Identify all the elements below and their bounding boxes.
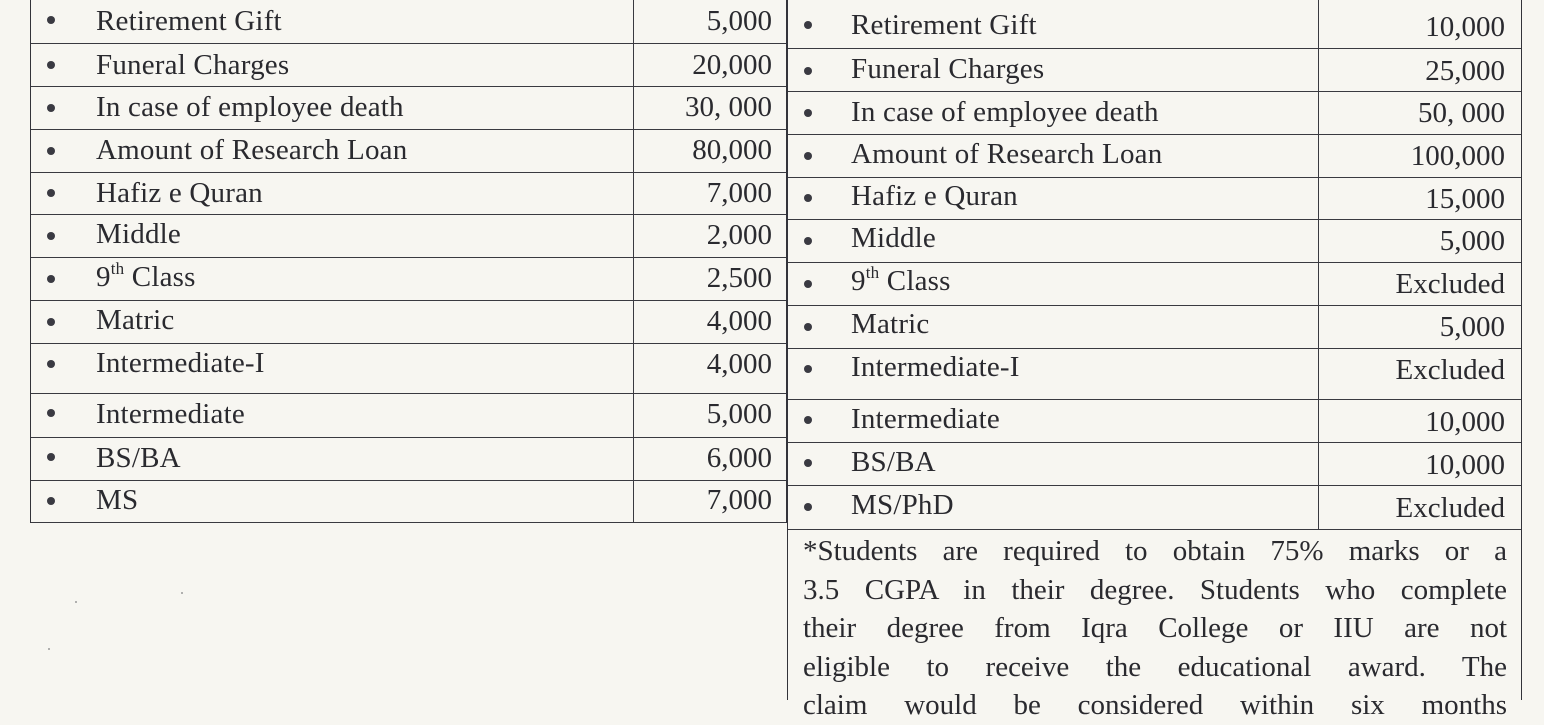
table-row	[788, 486, 1521, 530]
bullet-icon	[804, 152, 812, 160]
row-amount: 10,000	[1425, 11, 1505, 43]
row-label: Matric	[96, 304, 175, 336]
row-amount: 2,000	[706, 219, 772, 251]
bullet-icon	[804, 67, 812, 75]
bullet-icon	[47, 189, 55, 197]
row-amount: 5,000	[706, 398, 772, 430]
row-label: Amount of Research Loan	[96, 134, 408, 166]
bullet-icon	[47, 61, 55, 69]
table-row	[788, 400, 1521, 443]
row-label: Amount of Research Loan	[851, 138, 1163, 170]
table-row	[31, 173, 786, 215]
row-label: Matric	[851, 308, 930, 340]
row-label: BS/BA	[851, 446, 936, 478]
row-amount: 25,000	[1425, 55, 1505, 87]
row-label: Intermediate-I	[96, 347, 265, 379]
table-row	[788, 443, 1521, 486]
row-amount: 50, 000	[1418, 97, 1505, 129]
table-row	[31, 215, 786, 258]
table-row	[788, 263, 1521, 306]
bullet-icon	[47, 497, 55, 505]
scan-speck	[75, 601, 77, 603]
row-amount: 5,000	[706, 5, 772, 37]
table-row	[31, 344, 786, 394]
bullet-icon	[47, 360, 55, 368]
row-label: Hafiz e Quran	[96, 177, 263, 209]
row-amount: Excluded	[1395, 268, 1505, 300]
row-amount: 4,000	[706, 305, 772, 337]
bullet-icon	[804, 280, 812, 288]
row-amount: Excluded	[1395, 492, 1505, 524]
eligibility-note	[803, 532, 1507, 725]
row-label: In case of employee death	[851, 96, 1159, 128]
row-label: Retirement Gift	[851, 9, 1037, 41]
table-row	[788, 220, 1521, 263]
row-label: Middle	[96, 218, 181, 250]
table-row	[31, 481, 786, 523]
row-amount: 15,000	[1425, 183, 1505, 215]
bullet-icon	[804, 21, 812, 29]
table-row	[31, 438, 786, 481]
row-label: Funeral Charges	[96, 49, 290, 81]
bullet-icon	[804, 237, 812, 245]
row-amount: 6,000	[706, 442, 772, 474]
table-row	[788, 135, 1521, 178]
bullet-icon	[804, 323, 812, 331]
bullet-icon	[47, 275, 55, 283]
bullet-icon	[47, 453, 55, 461]
row-label: In case of employee death	[96, 91, 404, 123]
table-row	[31, 130, 786, 173]
table-row	[31, 44, 786, 87]
bullet-icon	[47, 232, 55, 240]
table-row	[788, 349, 1521, 400]
bullet-icon	[47, 147, 55, 155]
row-amount: 30, 000	[685, 91, 772, 123]
row-amount: 10,000	[1425, 449, 1505, 481]
bullet-icon	[47, 409, 55, 417]
row-amount: 7,000	[706, 177, 772, 209]
note-line: 3.5 CGPA in their degree. Students who complete	[803, 573, 1507, 606]
table-row	[788, 306, 1521, 349]
row-label: Funeral Charges	[851, 53, 1045, 85]
row-label: 9th Class	[96, 259, 196, 293]
note-line: eligible to receive the educational award. The	[803, 650, 1507, 683]
table-row	[31, 301, 786, 344]
bullet-icon	[804, 194, 812, 202]
bullet-icon	[47, 104, 55, 112]
note-line: *Students are required to obtain 75% marks or a	[803, 535, 1507, 567]
bullet-icon	[804, 365, 812, 373]
left-benefits-table	[30, 0, 787, 523]
table-row	[788, 0, 1521, 49]
row-amount: 5,000	[1439, 225, 1505, 257]
table-row	[788, 178, 1521, 220]
row-label: Hafiz e Quran	[851, 180, 1018, 212]
row-label: MS/PhD	[851, 489, 954, 521]
row-label: MS	[96, 484, 139, 516]
note-line: their degree from Iqra College or IIU are not	[803, 612, 1507, 644]
row-amount: 7,000	[706, 484, 772, 516]
bullet-icon	[47, 16, 55, 24]
table-row	[31, 394, 786, 438]
row-amount: 10,000	[1425, 406, 1505, 438]
bullet-icon	[804, 503, 812, 511]
row-amount: Excluded	[1395, 354, 1505, 386]
table-row	[31, 87, 786, 130]
row-amount: 20,000	[692, 49, 772, 81]
row-label: Intermediate	[851, 403, 1000, 435]
row-label: 9th Class	[851, 263, 951, 297]
scan-speck	[181, 592, 183, 594]
bullet-icon	[804, 109, 812, 117]
row-amount: 5,000	[1439, 311, 1505, 343]
row-label: Retirement Gift	[96, 5, 282, 37]
table-row	[788, 92, 1521, 135]
table-row	[788, 49, 1521, 92]
row-label: BS/BA	[96, 442, 181, 474]
bullet-icon	[804, 459, 812, 467]
row-amount: 4,000	[706, 348, 772, 380]
row-label: Intermediate	[96, 398, 245, 430]
note-line: claim would be considered within six months	[803, 689, 1507, 721]
scan-speck	[48, 648, 50, 650]
bullet-icon	[47, 318, 55, 326]
table-row	[31, 258, 786, 301]
row-amount: 80,000	[692, 134, 772, 166]
row-amount: 100,000	[1410, 140, 1505, 172]
row-label: Intermediate-I	[851, 351, 1020, 383]
row-amount: 2,500	[706, 262, 772, 294]
row-label: Middle	[851, 222, 936, 254]
bullet-icon	[804, 416, 812, 424]
table-row	[31, 0, 786, 44]
